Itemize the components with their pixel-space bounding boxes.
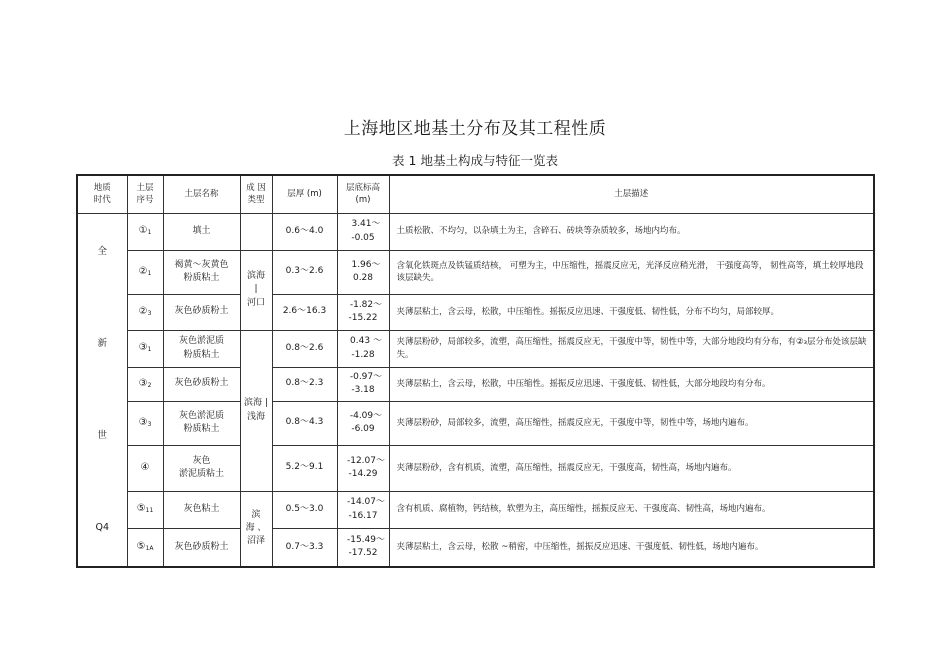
layer-elevation: -0.97～ -3.18	[337, 367, 389, 401]
header-thickness: 层厚 (m)	[272, 175, 337, 213]
layer-thickness: 0.8～4.3	[272, 401, 337, 445]
header-row	[77, 175, 874, 213]
layer-description: 夹薄层粉砂，局部较多，流塑，高压缩性，摇震反应无，干强度中等，韧性中等，场地内遍布。	[389, 401, 874, 445]
layer-name: 灰色砂质粉土	[163, 294, 240, 330]
layer-name: 灰色粘土	[163, 491, 240, 528]
layer-elevation: -12.07～ -14.29	[337, 445, 389, 491]
layer-name: 灰色砂质粉土	[163, 367, 240, 401]
layer-elevation: 0.43 ～ -1.28	[337, 330, 389, 367]
layer-seq: ①1	[127, 213, 163, 250]
table-row	[77, 491, 874, 528]
layer-name: 灰色淤泥质 粉质粘土	[163, 330, 240, 367]
genesis-cell: 滨海 | 浅海	[240, 330, 272, 491]
layer-seq: ②3	[127, 294, 163, 330]
layer-name: 灰色 淤泥质粘土	[163, 445, 240, 491]
table-row	[77, 528, 874, 567]
layer-thickness: 0.5～3.0	[272, 491, 337, 528]
table-caption: 表 1 地基土构成与特征一览表	[392, 153, 558, 168]
header-elevation: 层底标高 (m)	[337, 175, 389, 213]
layer-elevation: -15.49～ -17.52	[337, 528, 389, 567]
layer-description: 含有机质、腐植物，钙结核，软塑为主，高压缩性，摇振反应无、干强度高、韧性高，场地内遍布。	[389, 491, 874, 528]
table-row	[77, 401, 874, 445]
table-row	[77, 445, 874, 491]
header-genesis: 成 因 类型	[240, 175, 272, 213]
layer-description: 夹薄层粘土，含云母，松散，中压缩性。摇振反应迅速、干强度低、韧性低，大部分地段均有分布。	[389, 367, 874, 401]
layer-name: 灰色砂质粉土	[163, 528, 240, 567]
layer-description: 夹薄层粉砂，局部较多，流塑，高压缩性，摇震反应无，干强度中等，韧性中等，大部分地段均有分布，有②₃层分布处该层缺失。	[389, 330, 874, 367]
layer-description: 土质松散、不均匀，以杂填土为主，含碎石、砖块等杂质较多，场地内均布。	[389, 213, 874, 250]
table-row	[77, 294, 874, 330]
era-cell: 全 新 世 Q4	[77, 213, 127, 567]
layer-thickness: 0.8～2.6	[272, 330, 337, 367]
header-era: 地质 时代	[77, 175, 127, 213]
layer-description: 含氧化铁斑点及铁锰质结核， 可塑为主，中压缩性，摇震反应无，光泽反应稍光滑， 干强度高等， 韧性高等，填土较厚地段该层缺失。	[389, 250, 874, 294]
layer-description: 夹薄层粉砂，含有机质，流塑，高压缩性，摇震反应无，干强度高，韧性高，场地内遍布。	[389, 445, 874, 491]
layer-elevation: -4.09～ -6.09	[337, 401, 389, 445]
layer-thickness: 0.8～2.3	[272, 367, 337, 401]
layer-name: 填土	[163, 213, 240, 250]
layer-elevation: -14.07～ -16.17	[337, 491, 389, 528]
genesis-cell: 滨 海 、 沼泽	[240, 491, 272, 567]
layer-seq: ②1	[127, 250, 163, 294]
layer-elevation: -1.82～ -15.22	[337, 294, 389, 330]
header-seq: 土层 序号	[127, 175, 163, 213]
header-description: 土层描述	[389, 175, 874, 213]
document-title: 上海地区地基土分布及其工程性质	[343, 119, 607, 139]
layer-name: 褐黄～灰黄色 粉质粘土	[163, 250, 240, 294]
table-row	[77, 330, 874, 367]
layer-thickness: 0.7～3.3	[272, 528, 337, 567]
layer-thickness: 2.6～16.3	[272, 294, 337, 330]
layer-thickness: 0.6～4.0	[272, 213, 337, 250]
layer-thickness: 5.2～9.1	[272, 445, 337, 491]
genesis-cell: 滨海 | 河口	[240, 250, 272, 330]
soil-layer-table	[76, 174, 875, 568]
layer-seq: ⑤1A	[127, 528, 163, 567]
layer-elevation: 3.41～ -0.05	[337, 213, 389, 250]
table-row	[77, 367, 874, 401]
layer-description: 夹薄层粘土，含云母，松散 ~稍密，中压缩性，摇振反应迅速、干强度低、韧性低，场地内遍布。	[389, 528, 874, 567]
layer-seq: ④	[127, 445, 163, 491]
layer-name: 灰色淤泥质 粉质粘土	[163, 401, 240, 445]
layer-seq: ③2	[127, 367, 163, 401]
genesis-cell	[240, 213, 272, 250]
layer-seq: ⑤11	[127, 491, 163, 528]
table-row	[77, 213, 874, 250]
header-name: 土层名称	[163, 175, 240, 213]
layer-seq: ③1	[127, 330, 163, 367]
table-row	[77, 250, 874, 294]
layer-elevation: 1.96～ 0.28	[337, 250, 389, 294]
layer-description: 夹薄层粘土，含云母，松散，中压缩性。摇振反应迅速、干强度低、韧性低，分布不均匀，局部较厚。	[389, 294, 874, 330]
layer-thickness: 0.3～2.6	[272, 250, 337, 294]
layer-seq: ③3	[127, 401, 163, 445]
